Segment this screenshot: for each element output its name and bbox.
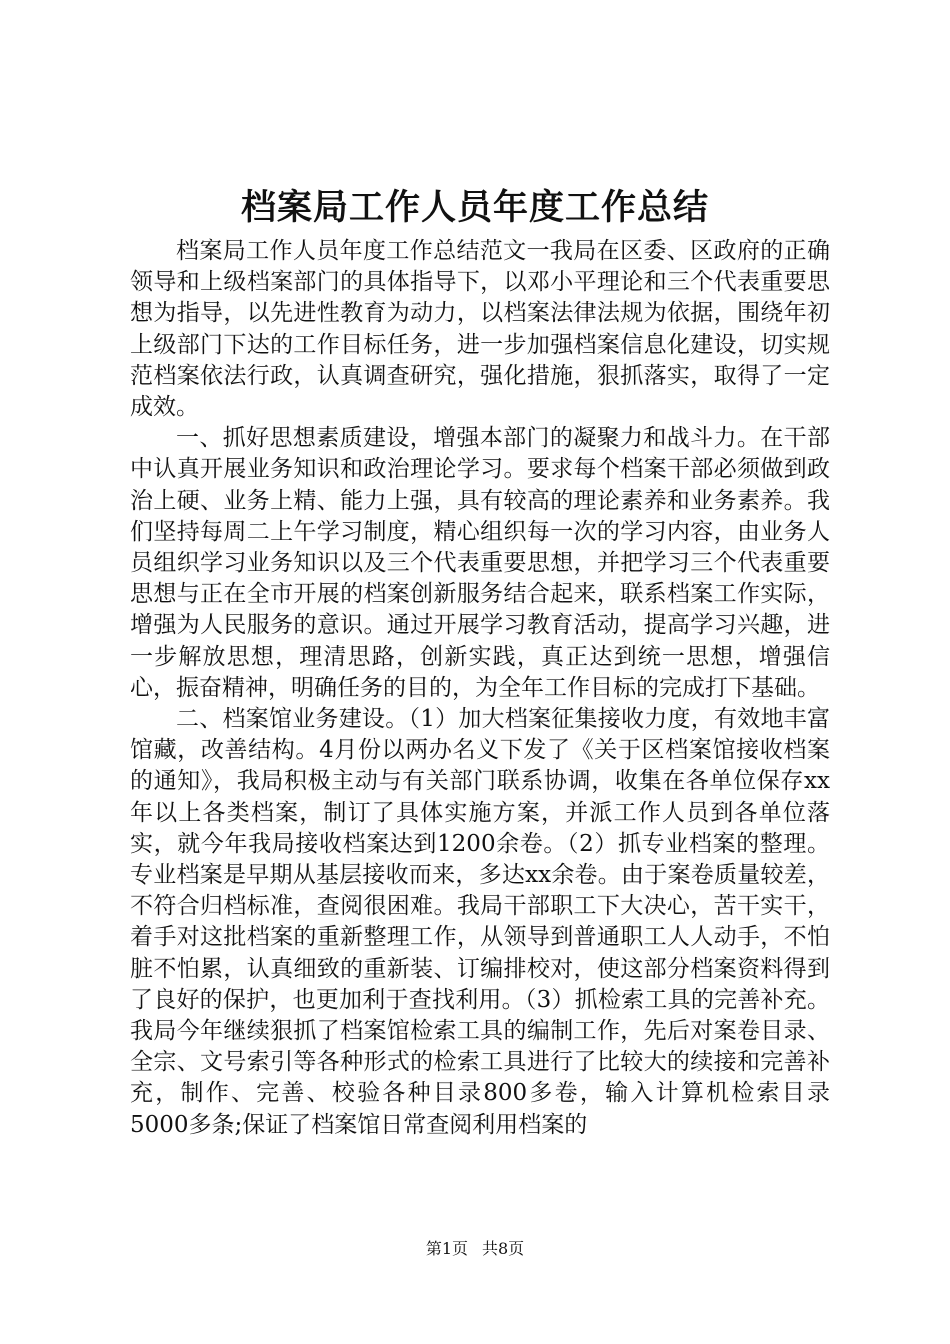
paragraph-intro: 档案局工作人员年度工作总结范文一我局在区委、区政府的正确领导和上级档案部门的具体指导下，以邓小平理论和三个代表重要思想为指导，以先进性教育为动力，以档案法律法规为依据，围绕年初上级部门下达的工作目标任务，进一步加强档案信息化建设，切实规范档案依法行政，认真调查研究，强化措施，狠抓落实，取得了一定成效。	[130, 238, 830, 421]
paragraph-section-2: 二、档案馆业务建设。（1）加大档案征集接收力度，有效地丰富馆藏，改善结构。4月份以两办名义下发了《关于区档案馆接收档案的通知》，我局积极主动与有关部门联系协调，收集在各单位保存xx年以上各类档案，制订了具体实施方案，并派工作人员到各单位落实，就今年我局接收档案达到1200余卷。（2）抓专业档案的整理。专业档案是早期从基层接收而来，多达xx余卷。由于案卷质量较差，不符合归档标准，查阅很困难。我局干部职工下大决心，苦干实干，着手对这批档案的重新整理工作，从领导到普通职工人人动手，不怕脏不怕累，认真细致的重新装、订编排校对，使这部分档案资料得到了良好的保护，也更加利于查找利用。（3）抓检索工具的完善补充。我局今年继续狠抓了档案馆检索工具的编制工作，先后对案卷目录、全宗、文号索引等各种形式的检索工具进行了比较大的续接和完善补充，制作、完善、校验各种目录800多卷，输入计算机检索目录5000多条;保证了档案馆日常查阅利用档案的	[130, 706, 830, 1138]
document-body	[130, 236, 830, 1141]
document-title: 档案局工作人员年度工作总结	[240, 187, 709, 228]
paragraph-section-1: 一、抓好思想素质建设，增强本部门的凝聚力和战斗力。在干部中认真开展业务知识和政治理论学习。要求每个档案干部必须做到政治上硬、业务上精、能力上强，具有较高的理论素养和业务素养。我们坚持每周二上午学习制度，精心组织每一次的学习内容，由业务人员组织学习业务知识以及三个代表重要思想，并把学习三个代表重要思想与正在全市开展的档案创新服务结合起来，联系档案工作实际，增强为人民服务的意识。通过开展学习教育活动，提高学习兴趣，进一步解放思想，理清思路，创新实践，真正达到统一思想，增强信心，振奋精神，明确任务的目的，为全年工作目标的完成打下基础。	[130, 425, 830, 701]
page-number-total: 共8页	[482, 1239, 525, 1258]
page-number-current: 第1页	[425, 1239, 468, 1258]
page-footer	[0, 1238, 950, 1260]
